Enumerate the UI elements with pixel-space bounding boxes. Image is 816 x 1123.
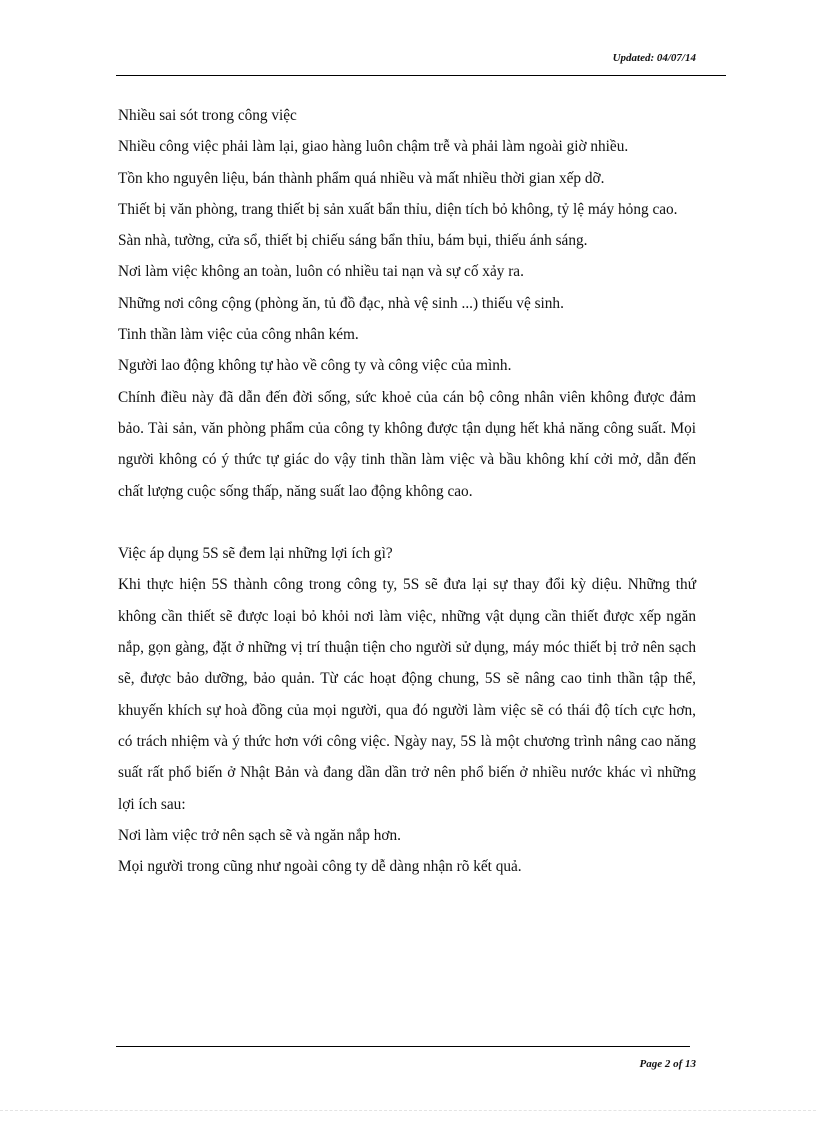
header-divider [116, 75, 726, 76]
paragraph-11: Khi thực hiện 5S thành công trong công ty, 5S sẽ đưa lại sự thay đổi kỳ diệu. Những thứ không cần thiết sẽ được loại bỏ khỏi nơi làm việc, những vật dụng cần thiết được xếp ngăn nắp, gọn gàng, đặt ở những vị trí thuận tiện cho người sử dụng, máy móc thiết bị trở nên sạch sẽ, được bảo dưỡng, bảo quản. Từ các hoạt động chung, 5S sẽ nâng cao tinh thần tập thể, khuyến khích sự hoà đồng của mọi người, qua đó người làm việc sẽ có thái độ tích cực hơn, có trách nhiệm và ý thức hơn với công việc. Ngày nay, 5S là một chương trình nâng cao năng suất rất phổ biến ở Nhật Bản và đang dần dần trở nên phổ biến ở nhiều nước khác vì những lợi ích sau: [118, 576, 696, 813]
footer-page-number: Page 2 of 13 [639, 1058, 696, 1070]
footer-divider [116, 1046, 690, 1047]
section-heading-5s-benefits: Việc áp dụng 5S sẽ đem lại những lợi ích gì? [118, 545, 393, 563]
paragraph-13: Mọi người trong cũng như ngoài công ty dễ dàng nhận rõ kết quả. [118, 858, 522, 876]
document-body [118, 100, 696, 882]
paragraph-10: Chính điều này đã dẫn đến đời sống, sức khoẻ của cán bộ công nhân viên không được đảm bảo. Tài sản, văn phòng phẩm của công ty không được tận dụng hết khả năng công suất. Mọi người không có ý thức tự giác do vậy tinh thần làm việc và bầu không khí cởi mở, dẫn đến chất lượng cuộc sống thấp, năng suất lao động không cao. [118, 388, 696, 500]
paragraph-2: Nhiều công việc phải làm lại, giao hàng luôn chậm trễ và phải làm ngoài giờ nhiều. [118, 138, 629, 156]
paragraph-6: Nơi làm việc không an toàn, luôn có nhiều tai nạn và sự cố xảy ra. [118, 263, 524, 281]
paragraph-spacer [118, 507, 696, 538]
paragraph-7: Những nơi công cộng (phòng ăn, tủ đồ đạc, nhà vệ sinh ...) thiếu vệ sinh. [118, 294, 564, 312]
paragraph-5: Sàn nhà, tường, cửa sổ, thiết bị chiếu sáng bẩn thỉu, bám bụi, thiếu ánh sáng. [118, 232, 588, 250]
paragraph-8: Tinh thần làm việc của công nhân kém. [118, 326, 359, 344]
paragraph-4: Thiết bị văn phòng, trang thiết bị sản xuất bẩn thỉu, diện tích bỏ không, tỷ lệ máy hỏng cao. [118, 200, 678, 218]
paragraph-9: Người lao động không tự hào về công ty và công việc của mình. [118, 357, 512, 375]
paragraph-1: Nhiều sai sót trong công việc [118, 107, 297, 124]
header-updated-date: Updated: 04/07/14 [612, 52, 696, 64]
paragraph-3: Tồn kho nguyên liệu, bán thành phẩm quá nhiều và mất nhiều thời gian xếp dỡ. [118, 169, 605, 187]
paragraph-12: Nơi làm việc trở nên sạch sẽ và ngăn nắp hơn. [118, 826, 401, 844]
page-bottom-edge [0, 1110, 816, 1111]
